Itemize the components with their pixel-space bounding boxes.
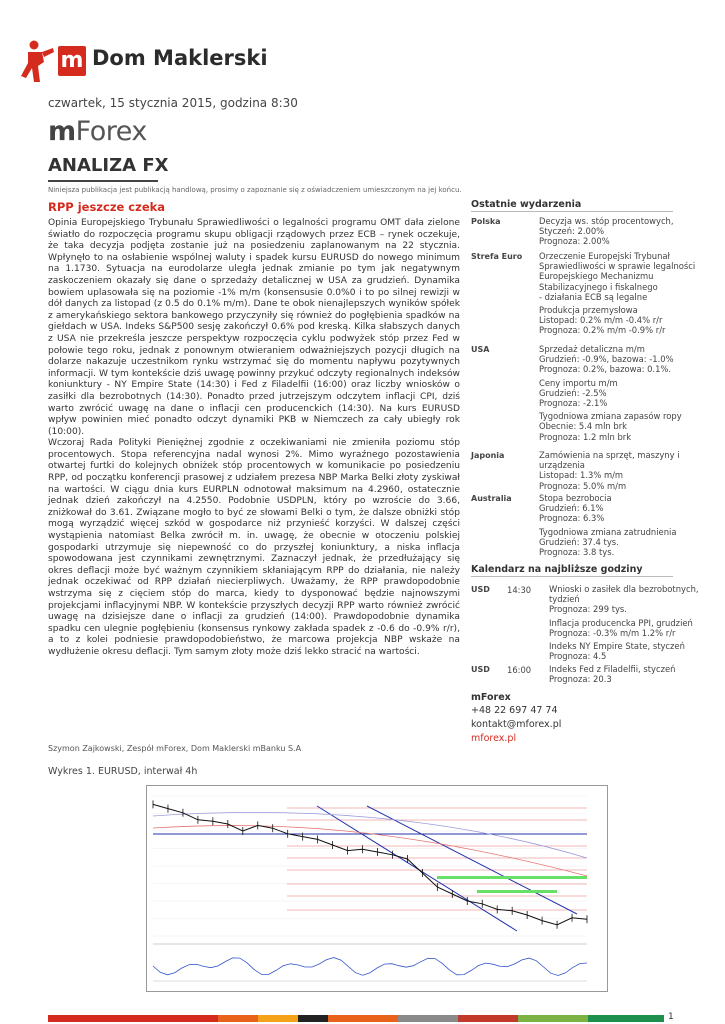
calendar-line: Prognoza: 299 tys.: [549, 604, 627, 615]
calendar-line: Prognoza: -0.3% m/m 1.2% r/r: [549, 627, 676, 638]
calendar-line: Prognoza: 4.5: [549, 651, 607, 662]
footer-stripe-segment: [218, 1015, 258, 1022]
section-underline: [48, 180, 158, 182]
event-line: Prognoza: 0.2% m/m -0.9% r/r: [539, 325, 666, 336]
footer-stripe-segment: [258, 1015, 298, 1022]
footer-stripe-segment: [518, 1015, 588, 1022]
date-line: czwartek, 15 stycznia 2015, godzina 8:30: [48, 96, 298, 110]
brand-name: Forex: [75, 116, 147, 147]
event-line: Grudzień: 6.1%: [539, 503, 604, 514]
article-paragraph: Wczoraj Rada Polityki Pieniężnej zgodnie z oczekiwaniami nie zmieniła poziomu stóp procentowych. Stopa referencyjna nadal wynosi 2%. Mimo wyraźnego pozostawienia otwartej furtki do kolejnych obniżek stóp procentowych w komunikacie po posiedzeniu RPP, od początku konferencji prasowej z udziałem prezesa NBP Marka Belki złoty zyskiwał na wartości. W ciągu dnia kurs EURPLN odnotował maksimum na 4.2960, ostatecznie jednak dzień zakończył na 4.2550. Podobnie USDPLN, który po wzroście do 3.66, zniżkował do 3.61. Związane mogło to być ze słowami Belki o tym, że dalsze obniżki stóp mogą wyrządzić więcej szkód w gospodarce niż przynieść korzyści. W dalszej części wystąpienia natomiast Belka zwrócił m. in. uwagę, że obecnie w otoczeniu polskiej gospodarki utrzymuje się niepewność co do przyszłej koniunktury, a niska inflacja spowodowana jest czynnikami zewnętrznymi. Zaznaczył jednak, że przedłużający się okres deflacji może być ważnym czynnikiem skłaniającym RPP do działania, nie należy jednak oczekiwać od RPP działań niecierpliwych. Uważamy, że RPP prawdopodobnie wstrzyma się z cięciem stóp do marca, kiedy to dysponować będzie najnowszymi projekcjami inflacyjnymi NBP. W kontekście przyszłych decyzji RPP warto również zwrócić uwagę na dzisiejsze dane o inflacji za grudzień (14:00). Prawdopodobnie dynamika spadku cen ulegnie pogłębieniu (konsensus rynkowy zakłada spadek z -0.6 do -0.9% r/r), a to z kolei podniesie prawdopodobieństwo, że marcowa projekcja NBP wskaże na wydłużenie okresu deflacji. Tym samym złoty może dziś lekko stracić na wartości.: [48, 438, 460, 657]
brand-title: [48, 116, 147, 147]
event-line: Listopad: 1.3% m/m: [539, 470, 624, 481]
disclaimer: Niniejsza publikacja jest publikacją handlową, prosimy o zapoznanie się z oświadczeniem umieszczonym na jej końcu.: [48, 186, 462, 194]
event-details: [539, 344, 689, 442]
event-country: USA: [471, 345, 490, 354]
event-country: Japonia: [471, 451, 505, 460]
events-title: Ostatnie wydarzenia: [471, 199, 582, 210]
event-details: [539, 493, 689, 557]
chart-caption: Wykres 1. EURUSD, interwał 4h: [48, 766, 198, 777]
footer-color-stripe: [48, 1015, 664, 1022]
chart-green-zone: [477, 890, 557, 893]
logo-m-badge: m: [58, 46, 86, 76]
article-paragraph: Opinia Europejskiego Trybunału Sprawiedliwości o legalności programu OMT dała zielone światło do rozpoczęcia programu skupu obligacji rządowych przez ECB – rynek oczekuje, że taka decyzja podjęta zostanie już na posiedzeniu zaplanowanym na 22 stycznia. Wpłynęło to na osłabienie wspólnej waluty i spadek kursu EURUSD do nowego minimum na 1.1730. Sytuacja na eurodolarze uległa jednak zmianie po tym jak negatywnym zaskoczeniem okazały się dane o sprzedaży detalicznej w USA za grudzień. Dynamika bowiem uplasowała się na poziomie -1% m/m (konsensusie 0.0%0 i to po silnej rewizji w dół danych za listopad (z 0.5 do 0.1% m/m). Dane te obok nienajlepszych wyników spółek z amerykańskiego sektora bankowego przyczyniły się również do pogłębienia spadków na giełdach w USA. Indeks S&P500 sesję zakończył 0.6% pod kreską. Kilka słabszych danych z USA nie przekreśla jeszcze perspektyw rozpoczęcia cyklu podwyżek stóp przez Fed w połowie tego roku, jednak z ponownym otwieraniem odważniejszych pozycji długich na dolarze nakazuje uczestnikom rynku wstrzymać się do momentu napływu pozytywnych informacji. W tym kontekście dziś uwagę powinny przykuć odczyty regionalnych indeksów koniunktury - NY Empire State (14:30) i Fed z Filadelfii (16:00) oraz liczby wniosków o zasiłki dla bezrobotnych (14:30). Ponadto przed jutrzejszym odczytem inflacji CPI, dziś warto zwrócić uwagę na dane o inflacji cen producenckich (14:30). Na kurs EURUSD wpływ powinien mieć ponadto odczyt dynamiki PKB w Niemczech za cały ubiegły rok (10:00).: [48, 218, 460, 437]
runner-logo-icon: [20, 38, 56, 84]
contact-phone: +48 22 697 47 74: [471, 705, 558, 716]
brand-prefix: m: [48, 116, 76, 147]
event-line: Prognoza: 1.2 mln brk: [539, 431, 632, 442]
calendar-line: Indeks Fed z Filadelfii, styczeń: [549, 664, 676, 674]
event-line: Prognoza: -2.1%: [539, 398, 608, 409]
footer-stripe-segment: [458, 1015, 518, 1022]
page-number: 1: [668, 1012, 674, 1022]
footer-stripe-segment: [298, 1015, 328, 1022]
calendar-currency: USD: [471, 585, 490, 594]
event-details: [539, 450, 689, 491]
calendar-currency: USD: [471, 665, 490, 674]
event-line: Produkcja przemysłowa: [539, 305, 638, 316]
event-line: Listopad: 0.2% m/m -0.4% r/r: [539, 315, 663, 326]
calendar-line: tydzień: [549, 594, 580, 605]
event-line: Prognoza: 6.3%: [539, 513, 605, 524]
calendar-line: Inflacja producencka PPI, grudzień: [549, 617, 693, 628]
event-line: Styczeń: 2.00%: [539, 226, 605, 237]
event-line: Prognoza: 3.8 tys.: [539, 547, 615, 558]
contact-title: mForex: [471, 692, 511, 703]
event-line: Tygodniowa zmiana zapasów ropy: [539, 411, 682, 422]
event-line: Sprzedaż detaliczna m/m: [539, 344, 645, 354]
calendar-details: [549, 584, 699, 662]
calendar-time: 16:00: [507, 665, 532, 675]
eurusd-chart: [146, 785, 608, 992]
article-body: [48, 218, 460, 659]
event-line: Ceny importu m/m: [539, 377, 618, 388]
event-line: Obecnie: 5.4 mln brk: [539, 421, 627, 432]
events-divider: [471, 211, 673, 212]
event-line: Zamówienia na sprzęt, maszyny i: [539, 450, 680, 460]
section-title: ANALIZA FX: [48, 155, 169, 176]
event-line: Europejskiego Mechanizmu: [539, 271, 654, 282]
footer-stripe-segment: [398, 1015, 458, 1022]
event-line: Stopa bezrobocia: [539, 493, 612, 503]
calendar-line: Wnioski o zasiłek dla bezrobotnych,: [549, 584, 699, 594]
event-details: [539, 216, 689, 247]
event-country: Australia: [471, 494, 512, 503]
article-author: Szymon Zajkowski, Zespół mForex, Dom Maklerski mBanku S.A: [48, 744, 302, 753]
calendar-line: Indeks NY Empire State, styczeń: [549, 641, 685, 652]
event-line: Sprawiedliwości w sprawie legalności: [539, 261, 696, 272]
calendar-title: Kalendarz na najbliższe godziny: [471, 564, 643, 575]
event-line: - działania ECB są legalne: [539, 291, 648, 302]
company-logo: [20, 38, 270, 88]
calendar-divider: [471, 576, 673, 577]
event-line: Prognoza: 2.00%: [539, 236, 610, 247]
contact-website[interactable]: mforex.pl: [471, 733, 517, 744]
chart-channel-line: [367, 806, 577, 914]
event-line: Grudzień: -2.5%: [539, 387, 607, 398]
event-country: Strefa Euro: [471, 252, 523, 261]
event-line: Prognoza: 5.0% m/m: [539, 480, 627, 491]
chart-price-line: [153, 804, 587, 924]
footer-stripe-segment: [588, 1015, 664, 1022]
calendar-line: Prognoza: 20.3: [549, 674, 612, 685]
event-line: Tygodniowa zmiana zatrudnienia: [539, 526, 677, 537]
event-country: Polska: [471, 217, 501, 226]
calendar-details: [549, 664, 689, 684]
footer-stripe-segment: [48, 1015, 218, 1022]
event-line: Prognoza: 0.2%, bazowa: 0.1%.: [539, 364, 672, 375]
chart-oscillator-line: [153, 958, 587, 976]
event-details: [539, 251, 696, 336]
event-line: Orzeczenie Europejski Trybunał: [539, 251, 670, 261]
event-line: Grudzień: -0.9%, bazowa: -1.0%: [539, 354, 674, 365]
eurusd-chart-svg: [147, 786, 607, 991]
chart-green-zone: [437, 876, 587, 879]
calendar-time: 14:30: [507, 585, 532, 595]
contact-email[interactable]: kontakt@mforex.pl: [471, 719, 562, 730]
footer-stripe-segment: [328, 1015, 398, 1022]
chart-moving-average: [153, 812, 587, 858]
logo-text: Dom Maklerski: [92, 46, 268, 70]
event-line: urządzenia: [539, 460, 585, 471]
event-line: Grudzień: 37.4 tys.: [539, 536, 619, 547]
event-line: Stabilizacyjnego i fiskalnego: [539, 281, 658, 292]
article-headline: RPP jeszcze czeka: [48, 200, 166, 214]
event-line: Decyzja ws. stóp procentowych,: [539, 216, 674, 226]
